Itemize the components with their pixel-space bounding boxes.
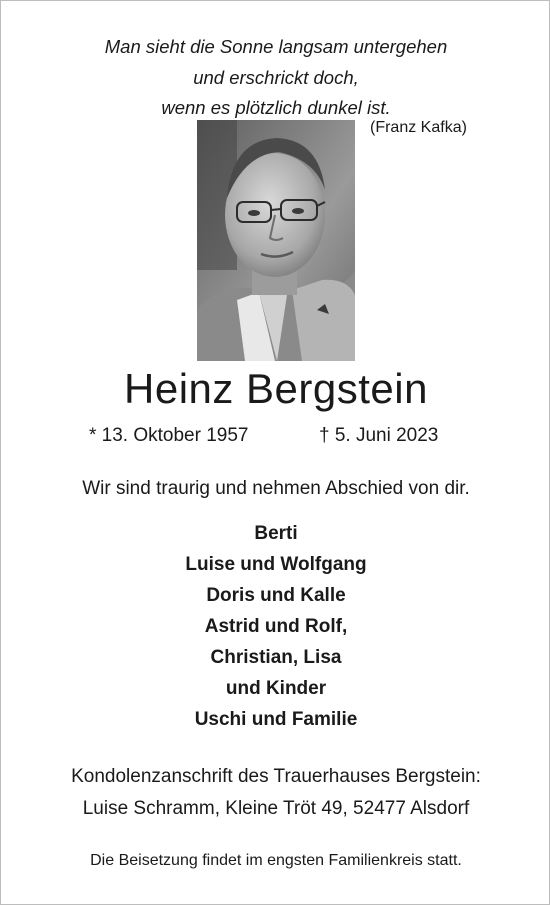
death-date: † 5. Juni 2023: [319, 425, 439, 446]
quote-line: wenn es plötzlich dunkel ist.: [161, 97, 391, 118]
mourner-line: Astrid und Rolf,: [204, 616, 348, 637]
mourners-list: [1, 518, 550, 735]
mourner-line: Uschi und Familie: [194, 709, 358, 730]
quote-line: Man sieht die Sonne langsam untergehen: [104, 36, 448, 57]
condolence-line: Kondolenzanschrift des Trauerhauses Bergstein:: [71, 766, 481, 787]
mourner-line: Berti: [254, 523, 298, 544]
mourner-line: Luise und Wolfgang: [185, 554, 367, 575]
portrait-photo: [197, 120, 355, 361]
mourner-line: und Kinder: [225, 678, 327, 699]
burial-notice: Die Beisetzung findet im engsten Familienkreis statt.: [90, 852, 462, 869]
condolence-address: [1, 761, 550, 825]
farewell-text: Wir sind traurig und nehmen Abschied von dir.: [82, 478, 470, 499]
deceased-name: Heinz Bergstein: [124, 365, 428, 412]
quote-attribution: (Franz Kafka): [370, 119, 467, 136]
mourner-line: Doris und Kalle: [206, 585, 346, 606]
birth-date: * 13. Oktober 1957: [89, 425, 249, 446]
mourner-line: Christian, Lisa: [210, 647, 342, 668]
quote-line: und erschrickt doch,: [193, 66, 359, 88]
quote: [1, 32, 550, 124]
condolence-line: Luise Schramm, Kleine Tröt 49, 52477 Alsdorf: [82, 798, 470, 819]
